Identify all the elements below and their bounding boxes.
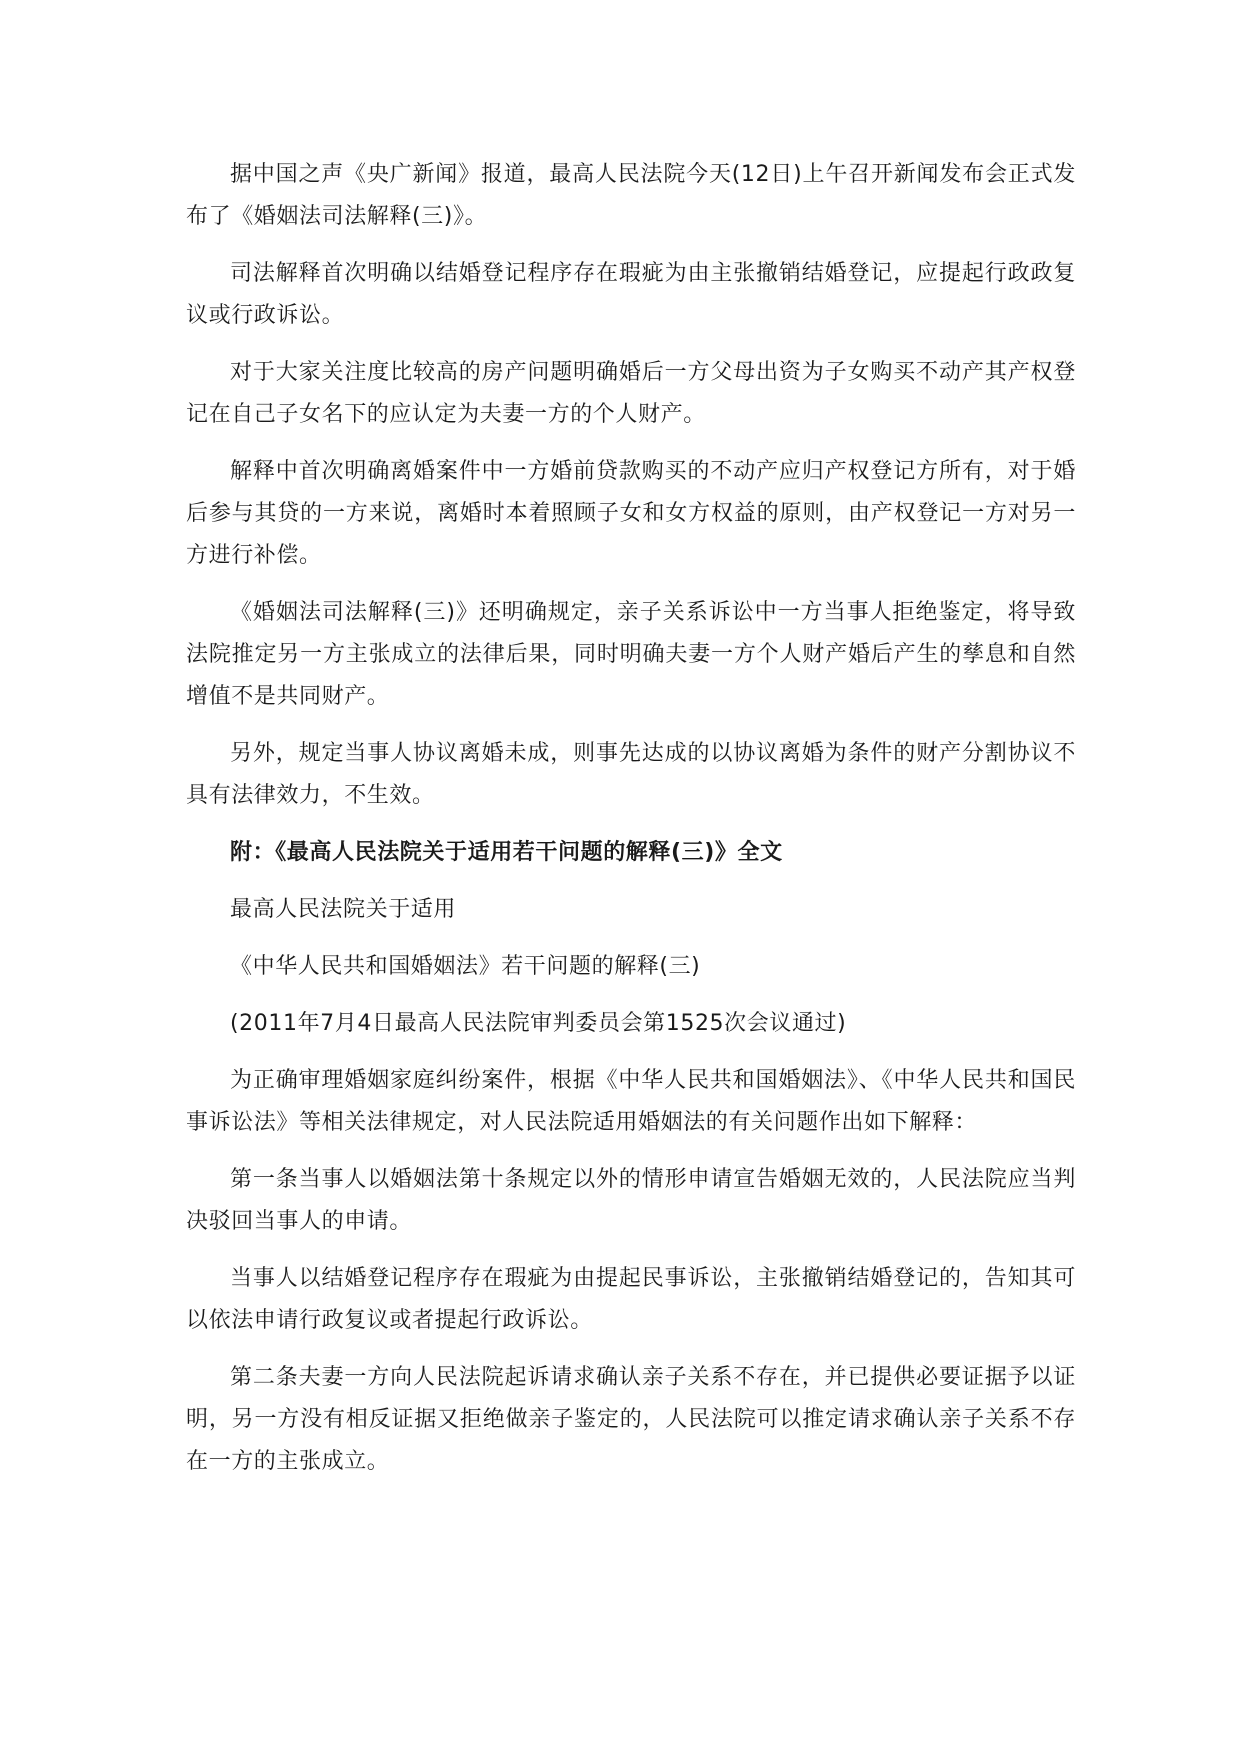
law-preamble: 为正确审理婚姻家庭纠纷案件，根据《中华人民共和国婚姻法》、《中华人民共和国民事诉讼法》等相关法律规定，对人民法院适用婚姻法的有关问题作出如下解释： [186, 1068, 1076, 1135]
document-body [186, 154, 1076, 1498]
news-paragraph-5: 《婚姻法司法解释(三)》还明确规定，亲子关系诉讼中一方当事人拒绝鉴定，将导致法院推定另一方主张成立的法律后果，同时明确夫妻一方个人财产婚后产生的孳息和自然增值不是共同财产。 [186, 600, 1076, 709]
adoption-note: (2011年7月4日最高人民法院审判委员会第1525次会议通过) [230, 1011, 847, 1036]
article-1-clause-2: 当事人以结婚登记程序存在瑕疵为由提起民事诉讼，主张撤销结婚登记的，告知其可以依法申请行政复议或者提起行政诉讼。 [186, 1266, 1076, 1333]
news-paragraph-4: 解释中首次明确离婚案件中一方婚前贷款购买的不动产应归产权登记方所有，对于婚后参与其贷的一方来说，离婚时本着照顾子女和女方权益的原则，由产权登记一方对另一方进行补偿。 [186, 459, 1076, 568]
article-2: 第二条夫妻一方向人民法院起诉请求确认亲子关系不存在，并已提供必要证据予以证明，另一方没有相反证据又拒绝做亲子鉴定的，人民法院可以推定请求确认亲子关系不存在一方的主张成立。 [186, 1365, 1076, 1474]
law-title-line-2: 《中华人民共和国婚姻法》若干问题的解释(三) [230, 954, 701, 979]
news-paragraph-2: 司法解释首次明确以结婚登记程序存在瑕疵为由主张撤销结婚登记，应提起行政政复议或行政诉讼。 [186, 261, 1076, 328]
news-paragraph-6: 另外，规定当事人协议离婚未成，则事先达成的以协议离婚为条件的财产分割协议不具有法律效力，不生效。 [186, 741, 1076, 808]
news-paragraph-3: 对于大家关注度比较高的房产问题明确婚后一方父母出资为子女购买不动产其产权登记在自己子女名下的应认定为夫妻一方的个人财产。 [186, 360, 1076, 427]
law-title-line-1: 最高人民法院关于适用 [230, 897, 457, 922]
article-1: 第一条当事人以婚姻法第十条规定以外的情形申请宣告婚姻无效的，人民法院应当判决驳回当事人的申请。 [186, 1167, 1076, 1234]
appendix-title: 附：《最高人民法院关于适用若干问题的解释(三)》全文 [230, 840, 783, 865]
news-paragraph-1: 据中国之声《央广新闻》报道，最高人民法院今天(12日)上午召开新闻发布会正式发布了《婚姻法司法解释(三)》。 [186, 162, 1076, 229]
